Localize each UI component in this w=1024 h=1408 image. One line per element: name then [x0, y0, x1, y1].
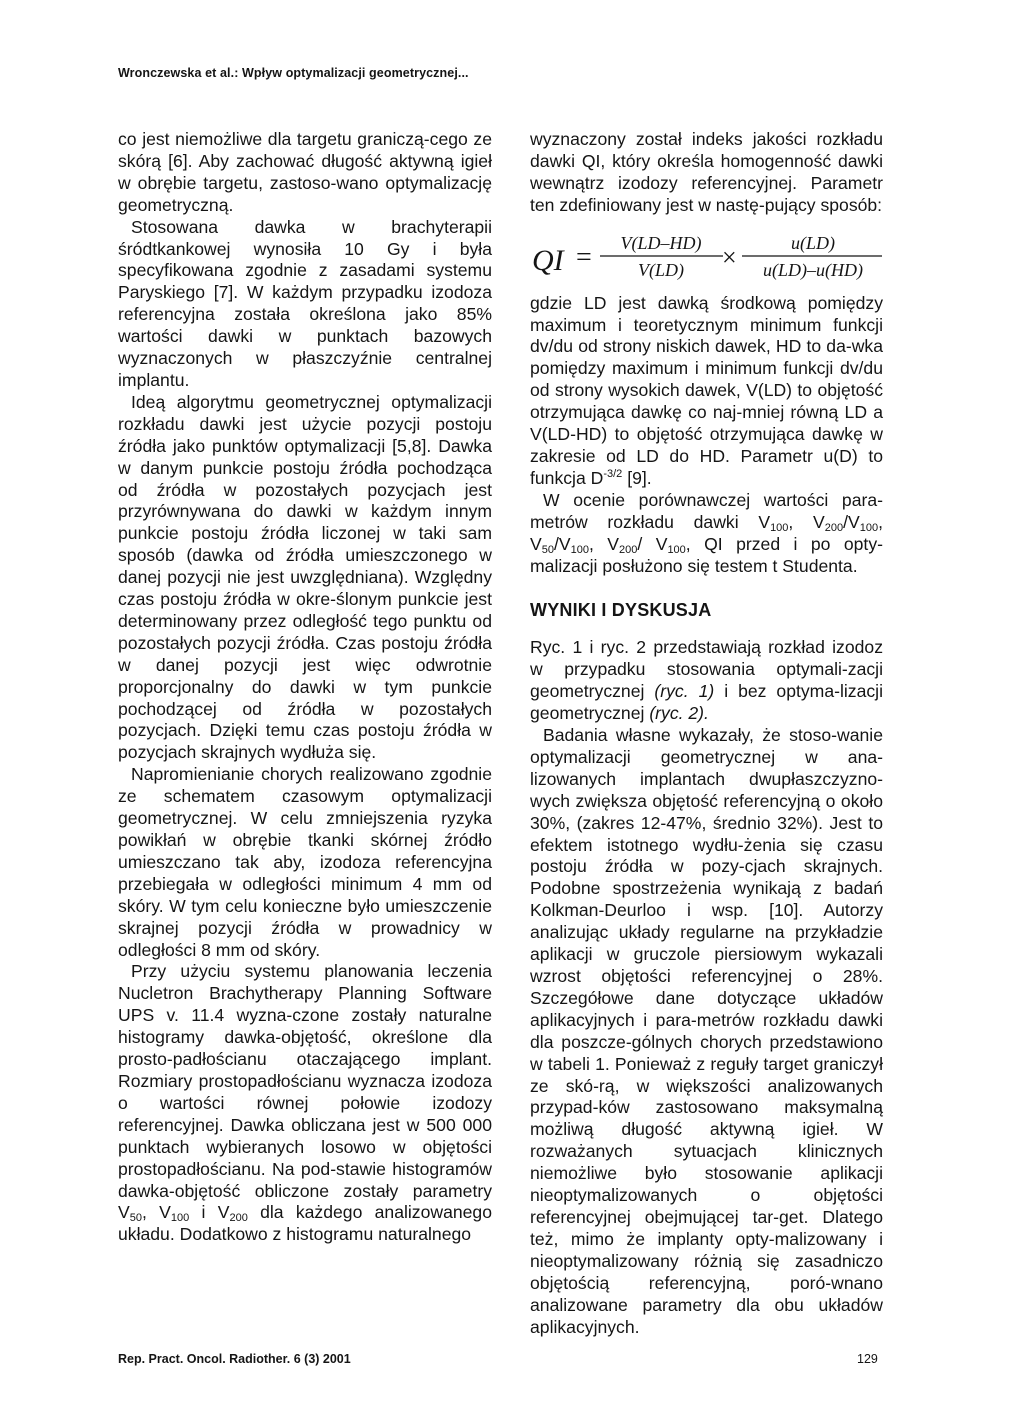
- paragraph: W ocenie porównawczej wartości para-metrów rozkładu dawki $V_{100}$, $V_{200}/V_{100}$, $V_{50}/V_{100}$, $V_{200}/$ $V_{100}$, QI przed i po opty-malizacji posłużono się testem t Studenta.: [530, 489, 883, 576]
- qi-formula: [530, 218, 883, 288]
- formula-frac1-numerator: V(LD–HD): [620, 232, 702, 253]
- footer-journal: Rep. Pract. Oncol. Radiother. 6 (3) 2001: [118, 1352, 351, 1366]
- page-number: 129: [857, 1352, 878, 1366]
- left-column: [118, 129, 492, 1246]
- paragraph: Badania własne wykazały, że stoso-wanie optymalizacji geometrycznej w ana-lizowanych implantach dwupłaszczyzno-wych zwiększa objętość referencyjną o około 30%, (zakres 12-47%, średnio 32%). Jest to efektem istotnego wydłu-żenia się czasu postoju źródła w pozy-cjach skrajnych. Podobne spostrzeżenia wynikają z badań Kolkman-Deurloo i wsp. [10]. Autorzy analizując układy regularne na przykładzie aplikacji w gruczole piersiowym wykazali wzrost objętości referencyjnej o 28%. Szczegółowe dane dotyczące układów aplikacyjnych i para-metrów rozkładu dawki dla poszcze-gólnych chorych przedstawiono w tabeli 1. Ponieważ z reguły target graniczył ze skó-rą, w większości analizowanych przypad-ków zastosowano maksymalną możliwą długość aktywną igieł. W rozważanych sytuacjach klinicznych niemożliwe było stosowanie aplikacji nieoptymalizowanych o objętości referencyjnej obejmującej tar-get. Dlatego też, mimo że implanty opty-malizowany i nieoptymalizowany różnią się zasadniczo objętością referencyjną, poró-wnano analizowane parametry dla obu układów aplikacyjnych.: [530, 725, 883, 1337]
- formula-equals: =: [576, 241, 592, 273]
- paragraph: Stosowana dawka w brachyterapii śródtkankowej wynosiła 10 Gy i była specyfikowana zgodnie z zasadami systemu Paryskiego [7]. W każdym przypadku izodoza referencyjna została określona jako 85% wartości dawki w punktach bazowych wyznaczonych w płaszczyźnie centralnej implantu.: [118, 216, 492, 390]
- paragraph: Ryc. 1 i ryc. 2 przedstawiają rozkład izodoz w przypadku stosowania optymali-zacji geometrycznej (ryc. 1) i bez optyma-lizacji geometrycznej (ryc. 2).: [530, 637, 883, 724]
- paragraph: Przy użyciu systemu planowania leczenia Nucletron Brachytherapy Planning Software UPS v. 11.4 wyzna-czone zostały naturalne histogramy dawka-objętość, określone dla prosto-padłościanu otaczającego implant. Rozmiary prostopadłościanu wyznacza izodoza o wartości równej połowie izodozy referencyjnej. Dawka obliczana jest w 500 000 punktach wybieranych losowo w objętości prostopadłościanu. Na pod-stawie histogramów dawka-objętość obliczone zostały parametry $V_{50}$, $V_{100}$ i $V_{200}$ dla każdego analizowanego układu. Dodatkowo z histogramu naturalnego: [118, 961, 493, 1245]
- section-heading: WYNIKI I DYSKUSJA: [530, 600, 712, 621]
- paragraph: wyznaczony został indeks jakości rozkładu dawki QI, który określa homogenność dawki wewnątrz izodozy referencyjnej. Parametr ten zdefiniowany jest w nastę-pujący sposób:: [530, 129, 883, 215]
- right-column: [530, 129, 883, 1338]
- paragraph: co jest niemożliwe dla targetu graniczą-cego ze skórą [6]. Aby zachować długość aktywną igieł w obrębie targetu, zastoso-wano optymalizację geometryczną.: [118, 129, 492, 215]
- formula-frac2-numerator: u(LD): [791, 232, 835, 253]
- paragraph: gdzie LD jest dawką środkową pomiędzy maximum i teoretycznym minimum funkcji dv/du od strony niskich dawek, HD to da-wka pomiędzy maximum i minimum funkcji dv/du od strony wysokich dawek, V(LD) to objętość otrzymująca dawkę co naj-mniej równą LD a V(LD-HD) to objętość otrzymująca dawkę w zakresie od LD do HD. Parametr u(D) to funkcja $D^{-3/2}$ [9].: [530, 292, 883, 488]
- formula-frac2-denominator: u(LD)–u(HD): [763, 259, 863, 280]
- formula-frac1-denominator: V(LD): [638, 259, 684, 280]
- formula-times: ×: [722, 242, 737, 272]
- qi-formula-svg: [530, 218, 883, 288]
- paragraph: Napromienianie chorych realizowano zgodnie ze schematem czasowym optymalizacji geometrycznej. W celu zmniejszenia ryzyka powikłań w obrębie tkanki skórnej źródło umieszczano tak aby, izodoza referencyjna przebiegała w odległości minimum 4 mm od skóry. W tym celu konieczne było umieszczenie skrajnej pozycji źródła w prowadnicy w odległości 8 mm od skóry.: [118, 764, 492, 960]
- running-head: Wronczewska et al.: Wpływ optymalizacji geometrycznej...: [118, 66, 469, 80]
- paragraph: Ideą algorytmu geometrycznej optymalizacji rozkładu dawki jest użycie pozycji postoju źródła jako punktów optymalizacji [5,8]. Dawka w danym punkcie postoju źródła pochodząca od źródła w pozostałych pozycjach jest przyrównywana do dawki w każdym innym punkcie postoju źródła liczonej w taki sam sposób (dawka od źródła umieszczonego w danej pozycji nie jest uwzględniana). Względny czas postoju źródła w okre-ślonym punkcie jest determinowany przez odległość tego punktu od pozostałych pozycji źródła. Czas postoju źródła w danej pozycji jest więc odwrotnie proporcjonalny do dawki w tym punkcie pochodzącej od źródła w pozostałych pozycjach. Dzięki temu czas postoju źródła w pozycjach skrajnych wydłuża się.: [118, 391, 492, 763]
- figure-reference: (ryc. 1): [654, 681, 715, 702]
- formula-lhs: QI: [532, 243, 564, 277]
- figure-reference: (ryc. 2).: [649, 703, 709, 724]
